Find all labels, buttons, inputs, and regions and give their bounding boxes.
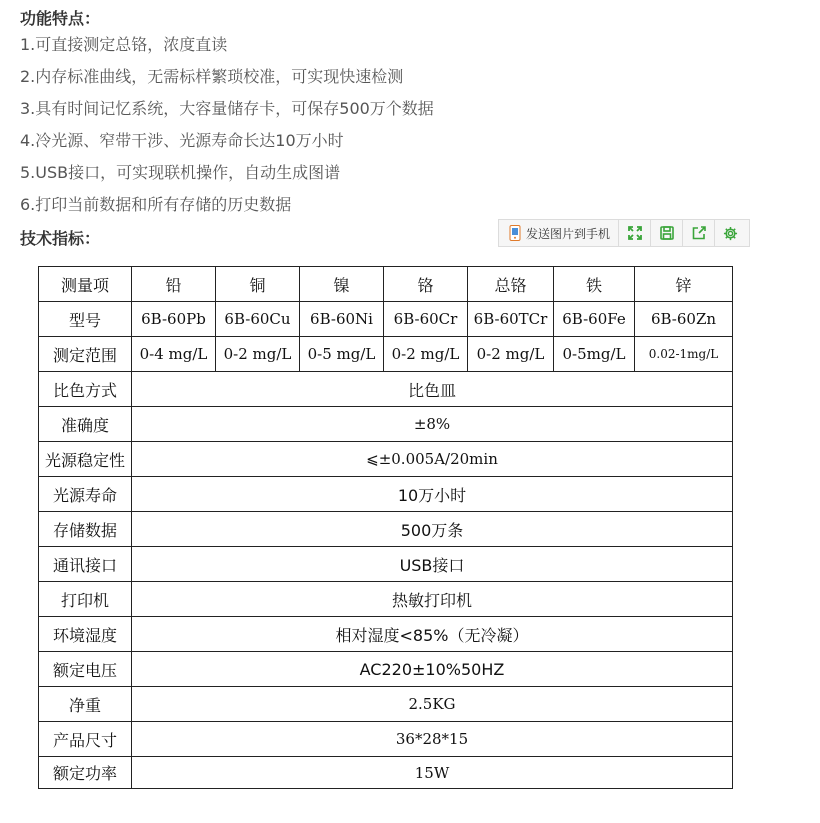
row-label: 额定电压	[39, 652, 132, 687]
specs-heading: 技术指标：	[20, 229, 101, 248]
fullscreen-button[interactable]	[619, 220, 651, 246]
send-to-phone-button[interactable]	[499, 220, 619, 246]
row-label: 光源寿命	[39, 477, 132, 512]
feature-item: 4.冷光源、窄带干涉、光源寿命长达10万小时	[20, 131, 344, 150]
row-value: ±8%	[132, 407, 733, 442]
row-label: 存储数据	[39, 512, 132, 547]
table-header-cell: 铬	[384, 267, 468, 302]
table-cell: 6B-60Ni	[300, 302, 384, 337]
table-row	[39, 652, 733, 687]
row-label: 通讯接口	[39, 547, 132, 582]
feature-item: 3.具有时间记忆系统，大容量储存卡，可保存500万个数据	[20, 99, 434, 118]
row-value: 10万小时	[132, 477, 733, 512]
table-row	[39, 512, 733, 547]
row-value: 36*28*15	[132, 722, 733, 757]
row-value: 热敏打印机	[132, 582, 733, 617]
image-toolbar	[498, 219, 750, 247]
table-row	[39, 757, 733, 789]
table-cell: 6B-60Zn	[635, 302, 733, 337]
table-cell: 0-5 mg/L	[300, 337, 384, 372]
table-header-cell: 铁	[554, 267, 635, 302]
row-label: 比色方式	[39, 372, 132, 407]
table-header-cell: 测量项	[39, 267, 132, 302]
row-label: 净重	[39, 687, 132, 722]
table-row	[39, 722, 733, 757]
feature-item: 6.打印当前数据和所有存储的历史数据	[20, 195, 292, 214]
table-header-cell: 铜	[216, 267, 300, 302]
table-row	[39, 407, 733, 442]
share-icon	[692, 226, 706, 240]
row-label: 打印机	[39, 582, 132, 617]
feature-item: 1.可直接测定总铬，浓度直读	[20, 35, 228, 54]
table-row	[39, 372, 733, 407]
table-cell: 6B-60Pb	[132, 302, 216, 337]
feature-item: 5.USB接口，可实现联机操作，自动生成图谱	[20, 163, 341, 182]
table-cell: 0-2 mg/L	[468, 337, 554, 372]
row-value: 2.5KG	[132, 687, 733, 722]
row-value: ⩽±0.005A/20min	[132, 442, 733, 477]
row-value: AC220±10%50HZ	[132, 652, 733, 687]
feature-item: 2.内存标准曲线，无需标样繁琐校准，可实现快速检测	[20, 67, 404, 86]
row-value: 比色皿	[132, 372, 733, 407]
row-value: 相对湿度<85%（无冷凝）	[132, 617, 733, 652]
spec-table	[38, 266, 733, 789]
table-row-model	[39, 302, 733, 337]
row-label: 测定范围	[39, 337, 132, 372]
row-value: USB接口	[132, 547, 733, 582]
table-row	[39, 547, 733, 582]
row-label: 准确度	[39, 407, 132, 442]
table-cell: 6B-60TCr	[468, 302, 554, 337]
table-row-range	[39, 337, 733, 372]
table-cell: 0-5mg/L	[554, 337, 635, 372]
send-to-phone-label: 发送图片到手机	[526, 226, 611, 241]
row-label: 产品尺寸	[39, 722, 132, 757]
share-button[interactable]	[683, 220, 715, 246]
table-header-cell: 总铬	[468, 267, 554, 302]
table-cell: 6B-60Cr	[384, 302, 468, 337]
table-row	[39, 687, 733, 722]
row-label: 光源稳定性	[39, 442, 132, 477]
table-cell: 0-2 mg/L	[216, 337, 300, 372]
table-cell: 6B-60Fe	[554, 302, 635, 337]
row-label: 环境湿度	[39, 617, 132, 652]
fullscreen-icon	[628, 226, 642, 240]
table-row	[39, 442, 733, 477]
phone-icon	[509, 225, 521, 241]
table-cell: 0-2 mg/L	[384, 337, 468, 372]
table-row	[39, 617, 733, 652]
table-header-cell: 铅	[132, 267, 216, 302]
settings-button[interactable]	[715, 220, 746, 246]
row-label: 额定功率	[39, 757, 132, 789]
table-row	[39, 477, 733, 512]
row-value: 15W	[132, 757, 733, 789]
table-cell: 0-4 mg/L	[132, 337, 216, 372]
table-cell: 0.02-1mg/L	[635, 337, 733, 372]
table-row	[39, 582, 733, 617]
row-value: 500万条	[132, 512, 733, 547]
settings-icon	[723, 226, 738, 241]
save-icon	[660, 226, 674, 240]
features-list	[20, 29, 434, 221]
table-cell: 6B-60Cu	[216, 302, 300, 337]
row-label: 型号	[39, 302, 132, 337]
save-button[interactable]	[651, 220, 683, 246]
features-heading: 功能特点：	[20, 9, 101, 28]
table-header-cell: 镍	[300, 267, 384, 302]
table-header-cell: 锌	[635, 267, 733, 302]
table-header-row	[39, 267, 733, 302]
